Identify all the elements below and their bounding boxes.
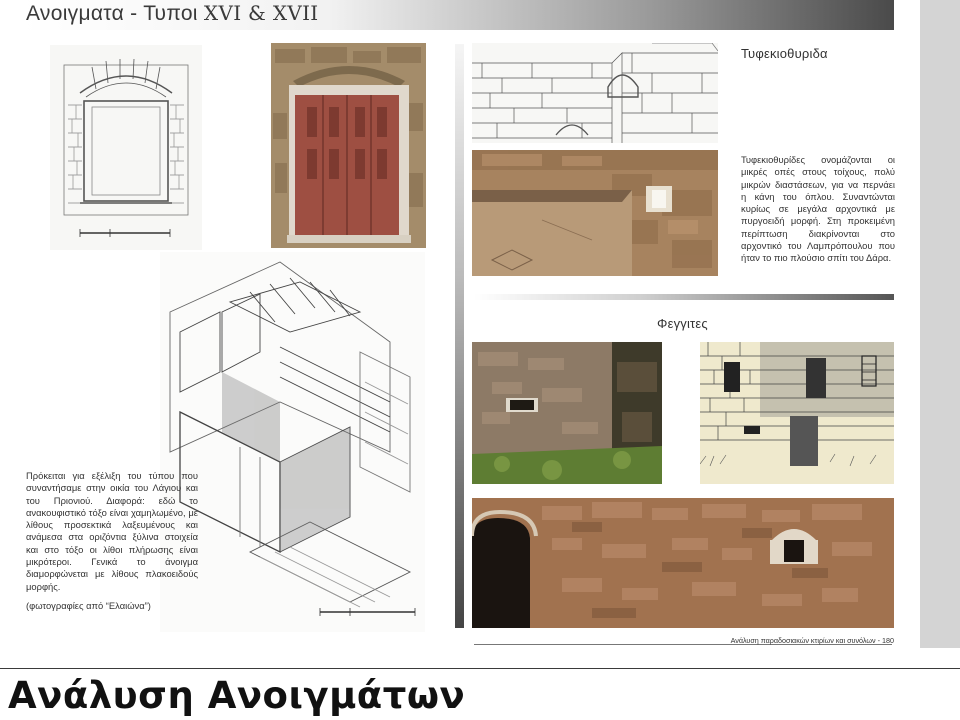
axonometric-window-sketch bbox=[160, 252, 425, 632]
loophole-photo bbox=[472, 150, 718, 276]
feggites-title: Φεγγιτες bbox=[657, 316, 708, 331]
right-margin bbox=[920, 0, 960, 648]
sheet-title bbox=[26, 1, 319, 26]
tufekiothurida-text: Τυφεκιοθυρίδες ονομάζονται οι μικρές οπές στους τοίχους, πολύ μικρών διαστάσεων, για να περνάει η κάνη του όπλου. Συναντώνται κυρίως σε μεγάλα αρχοντικά με πυργοειδή μορφή. Στη προκειμένη περίπτωση διακρίνονται στο αρχοντικό του Λαμπρόπουλου που ήταν το πιο πλούσιο σπίτι του Δάρα. bbox=[741, 154, 895, 264]
sheet-title-numerals: XVI & XVII bbox=[203, 1, 319, 25]
photo-credit: (φωτογραφίες από “Ελαιώνα”) bbox=[26, 600, 151, 611]
sheet-footer: Ανάλυση παραδοσιακών κτιρίων και συνόλων - 180 bbox=[730, 636, 894, 645]
slide-title: Ανάλυση Ανοιγμάτων bbox=[8, 674, 466, 717]
slide-caption-rule bbox=[0, 668, 960, 669]
stone-wall-arched-opening-photo bbox=[472, 498, 894, 628]
section-divider bbox=[474, 294, 894, 300]
window-elevation-sketch bbox=[50, 45, 202, 250]
tufekiothurida-title: Τυφεκιοθυριδα bbox=[741, 46, 828, 61]
type-description-text: Πρόκειται για εξέλιξη του τύπου που συναντήσαμε στην οικία του Λάγιου και του Πριονιού. Διαφορά: εδώ το ανακουφιστικό τόξο είναι χαμηλωμένο, με λίθους προσεκτικά λαξευμένους και ανάμεσα στα οριζόντια ξύλινα στοιχεία και στο τόξο οι λίθοι πλήρωσης είναι μικρότεροι. Γενικά το άνοιγμα διαμορφώνεται με λίθους πλακοειδούς μορφής. bbox=[26, 470, 198, 592]
column-separator bbox=[455, 44, 464, 628]
sheet-title-text: Ανοιγματα - Τυποι bbox=[26, 2, 204, 25]
tower-facade-sketch bbox=[472, 43, 718, 143]
shutter-window-photo bbox=[271, 43, 426, 248]
feggites-facade-sketch bbox=[700, 342, 894, 484]
feggites-stone-house-photo bbox=[472, 342, 662, 484]
